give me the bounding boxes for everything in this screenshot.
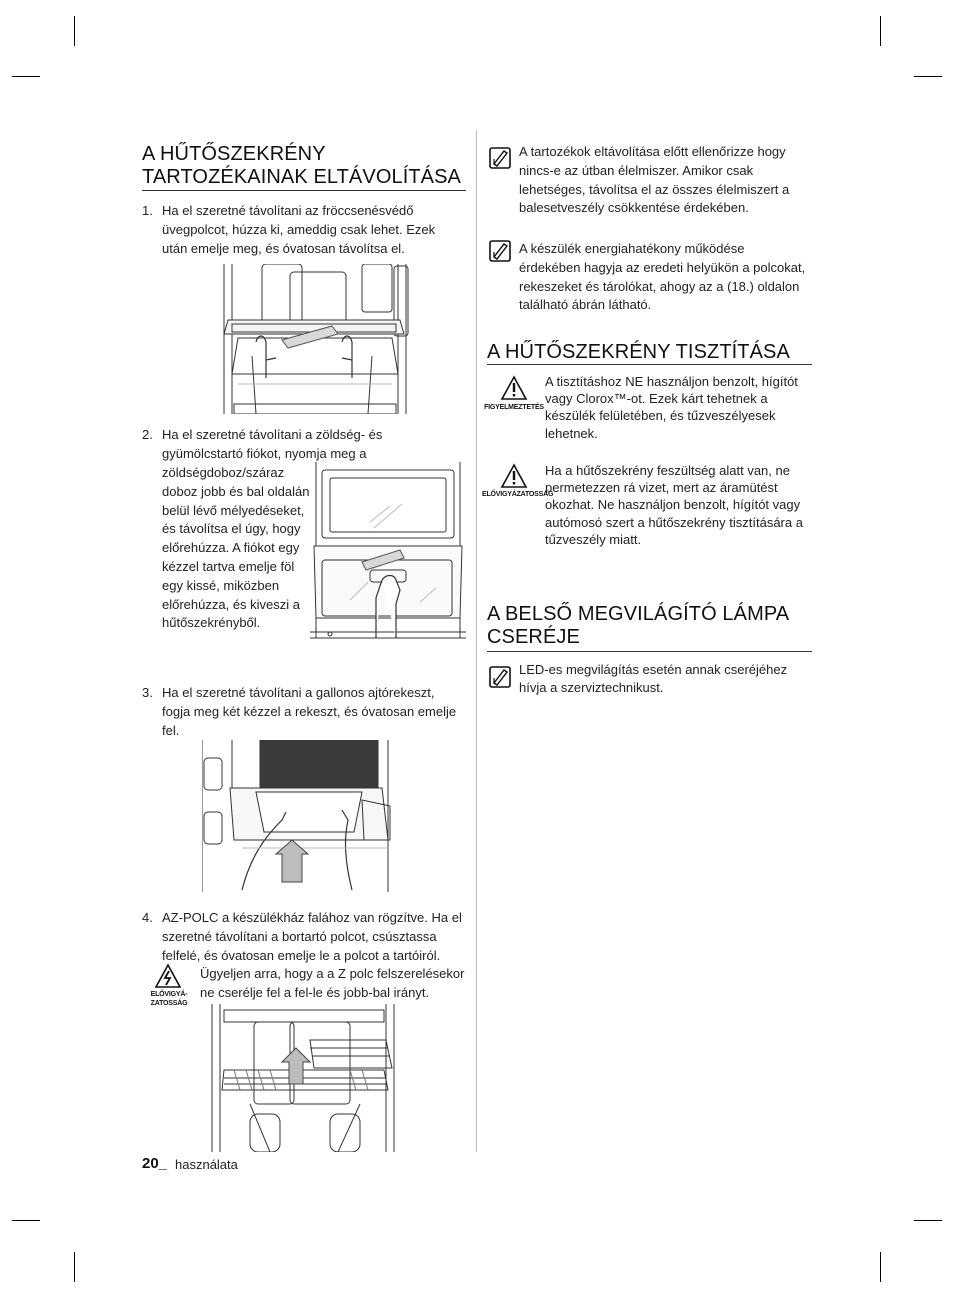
title-underline	[142, 190, 466, 191]
step-text: Ha el szeretné távolítani a gallonos ajtórekeszt, fogja meg két kézzel a rekeszt, és óvatosan emelje fel.	[162, 685, 457, 738]
crop-mark	[914, 1220, 942, 1221]
caution-text: Ügyeljen arra, hogy a a Z polc felszerelésekor ne cserélje fel a fel-le és jobb-bal irányt.	[200, 966, 465, 1000]
step-text-lead: Ha el szeretné távolítani a zöldség- és gyümölcstartó fiókot, nyomja meg a	[162, 427, 383, 461]
footer-label: használata	[175, 1157, 238, 1172]
title-underline	[487, 364, 812, 365]
crop-mark	[74, 16, 75, 46]
section-title-lamp: A BELSŐ MEGVILÁGÍTÓ LÁMPA CSERÉJE	[487, 603, 789, 648]
crop-mark	[74, 1252, 75, 1282]
crop-mark	[914, 76, 942, 77]
illustration-vegetable-drawer	[310, 462, 466, 646]
step-number: 1.	[142, 203, 153, 218]
illustration-glass-shelf	[222, 264, 410, 414]
step-text: Ha el szeretné távolítani az fröccsenésvédő üvegpolcot, húzza ki, ameddig csak lehet. Ezek után emelje meg, és óvatosan távolítsa el.	[162, 203, 436, 256]
warning-text: A tisztításhoz NE használjon benzolt, hígítót vagy Clorox™-ot. Ezek kárt tehetnek a készülék felületében, és tűzveszélyesek lehetnek.	[545, 374, 798, 441]
note-text: A tartozékok eltávolítása előtt ellenőrizze hogy nincs-e az útban élelmiszer. Amikor csak lehetséges, távolítsa el az összes élelmiszert a balesetveszély csökkentése érdekében.	[519, 144, 790, 216]
caution-icon	[500, 463, 528, 489]
crop-mark	[12, 1220, 40, 1221]
step-number: 4.	[142, 910, 153, 925]
step-number: 3.	[142, 685, 153, 700]
step-text: AZ-POLC a készülékház falához van rögzítve. Ha el szeretné távolítani a bortartó polcot, csúsztassa felfelé, és óvatosan emelje le a polcot a tartóiról.	[162, 910, 462, 963]
step-text-rest: zöldségdoboz/száraz doboz jobb és bal oldalán belül lévő mélyedéseket, és távolítsa el úgy, hogy előrehúzza. A fiókot egy kézzel tartva emelje föl egy kissé, miközben előrehúzza, és kiveszi a hűtőszekrényből.	[162, 465, 310, 631]
note-pencil-icon	[489, 147, 511, 169]
caution-text: Ha a hűtőszekrény feszültség alatt van, ne permetezzen rá vizet, mert az áramütést okozhat. Ne használjon benzolt, hígítót vagy autómosó szert a hűtőszekrény tisztítására a tűzveszély miatt.	[545, 463, 803, 547]
caution-electric-icon	[154, 963, 182, 989]
note-text: A készülék energiahatékony működése érdekében hagyja az eredeti helyükön a polcokat, rekeszeket és tárolókat, ahogy az a (18.) oldalon található ábrán látható.	[519, 241, 806, 313]
crop-mark	[12, 76, 40, 77]
note-text: LED-es megvilágítás esetén annak cseréjéhez hívja a szerviztechnikust.	[519, 662, 788, 695]
step-number: 2.	[142, 427, 153, 442]
section-title-accessories: A HŰTŐSZEKRÉNY TARTOZÉKAINAK ELTÁVOLÍTÁSA	[142, 143, 461, 188]
section-title-cleaning: A HŰTŐSZEKRÉNY TISZTÍTÁSA	[487, 341, 790, 363]
title-underline	[487, 651, 812, 652]
column-divider	[476, 130, 477, 1152]
crop-mark	[880, 1252, 881, 1282]
page-number: 20_	[142, 1155, 168, 1172]
crop-mark	[880, 16, 881, 46]
illustration-wine-shelf	[210, 1004, 396, 1152]
note-pencil-icon	[489, 240, 511, 262]
warning-icon	[500, 375, 528, 401]
warning-label: FIGYELMEZTETÉS	[484, 404, 544, 411]
caution-label: ELŐVIGYÁ-ZATOSSÁG	[150, 991, 188, 1007]
note-pencil-icon	[489, 666, 511, 688]
caution-label: ELŐVIGYÁZATOSSÁG	[482, 491, 554, 498]
illustration-gallon-door-bin	[202, 740, 392, 892]
